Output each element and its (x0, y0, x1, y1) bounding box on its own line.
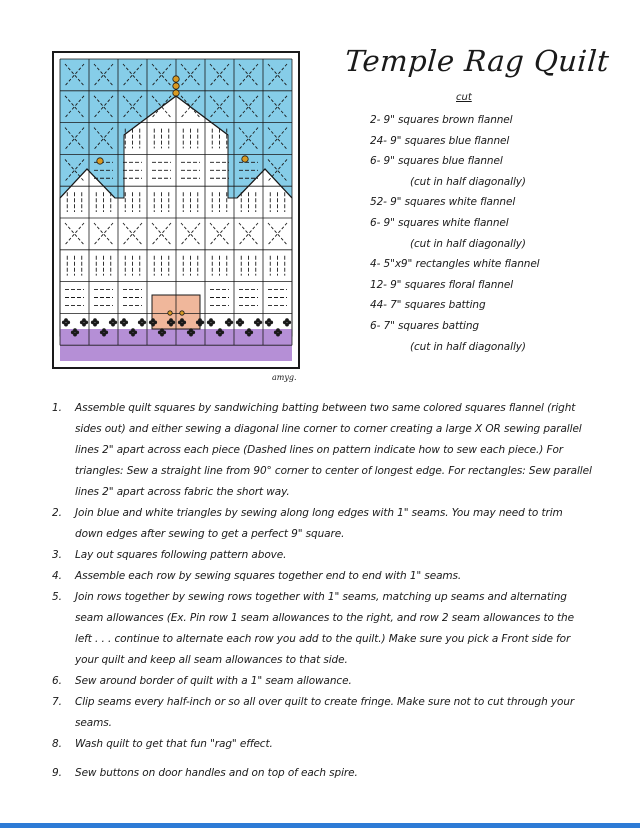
flower-petal (267, 318, 271, 322)
flower-petal (247, 328, 251, 332)
flower-petal (93, 318, 97, 322)
cut-list-item: 6- 7" squares batting (370, 319, 479, 332)
instruction-step (52, 566, 592, 587)
cut-list-item: (cut in half diagonally) (410, 175, 526, 188)
cut-list-item: 4- 5"x9" rectangles white flannel (370, 258, 540, 271)
cut-list (370, 110, 540, 357)
flower-petal (73, 328, 77, 332)
cut-list-item: (cut in half diagonally) (410, 340, 526, 353)
step-number: 4. (52, 570, 62, 582)
flower-petal (285, 318, 289, 322)
spire-button (242, 156, 248, 162)
instruction-step (52, 545, 592, 566)
spire-button (173, 83, 179, 89)
instruction-step (52, 671, 592, 692)
flower-petal (276, 328, 280, 332)
step-text: Wash quilt to get that fun "rag" effect. (75, 738, 273, 750)
flower-petal (160, 328, 164, 332)
cut-list-item: 52- 9" squares white flannel (370, 196, 516, 209)
cut-list-item: 24- 9" squares blue flannel (370, 134, 510, 147)
step-text: Join blue and white triangles by sewing along long edges with 1" seams. You may need to trim down edges after sewing to get a perfect 9" square. (75, 507, 563, 540)
step-text: Clip seams every half-inch or so all over quilt to create fringe. Make sure not to cut through your seams. (75, 696, 575, 729)
flower-petal (64, 318, 68, 322)
step-number: 6. (52, 675, 62, 687)
flower-petal (180, 318, 184, 322)
step-text: Sew buttons on door handles and on top of each spire. (75, 767, 358, 779)
flower-petal (140, 318, 144, 322)
door-handle-button (168, 311, 172, 315)
flower-petal (82, 318, 86, 322)
flower-petal (151, 318, 155, 322)
step-text: Lay out squares following pattern above. (75, 549, 287, 561)
cut-heading: cut (456, 92, 472, 103)
step-number: 9. (52, 767, 62, 779)
step-number: 8. (52, 738, 62, 750)
cut-list-item: 44- 7" squares batting (370, 299, 486, 312)
flower-petal (102, 328, 106, 332)
instruction-step (52, 692, 592, 734)
flower-petal (227, 318, 231, 322)
cut-list-item: 6- 9" squares blue flannel (370, 155, 503, 168)
quilt-pattern-illustration (36, 40, 316, 386)
door-handle-button (180, 311, 184, 315)
artist-signature: amyg. (272, 373, 297, 382)
cut-list-item: 6- 9" squares white flannel (370, 216, 509, 229)
step-text: Assemble quilt squares by sandwiching batting between two same colored squares flannel (right sides out) and either sewing a diagonal line corner to corner creating a large X OR sewing parallel lines 2" apart across each piece (Dashed lines on pattern indicate how to sew each piece.) For triangles: Sew a straight line from 90° corner to center of longest edge. For rectangles: Sew parallel lines 2" apart across fabric the short way. (75, 402, 592, 498)
step-text: Sew around border of quilt with a 1" seam allowance. (75, 675, 352, 687)
instruction-step (52, 398, 592, 503)
instruction-step (52, 587, 592, 671)
instruction-step (52, 503, 592, 545)
spire-button (173, 76, 179, 82)
flower-petal (238, 318, 242, 322)
page-title: Temple Rag Quilt (343, 44, 611, 78)
cut-list-item: (cut in half diagonally) (410, 237, 526, 250)
cut-list-item: 12- 9" squares floral flannel (370, 278, 514, 291)
step-text: Join rows together by sewing rows together with 1" seams, matching up seams and alternating seam allowances (Ex. Pin row 1 seam allowances to the right, and row 2 seam allowances to the left . . . continue to alternate each row you add to the quilt.) Make sure you pick a Front side for your quilt and keep all seam allowances to that side. (75, 591, 574, 666)
flower-petal (131, 328, 135, 332)
flower-petal (169, 318, 173, 322)
step-number: 5. (52, 591, 62, 603)
flower-petal (209, 318, 213, 322)
instruction-steps (52, 398, 592, 784)
step-number: 1. (52, 402, 62, 414)
flower-petal (218, 328, 222, 332)
step-number: 2. (52, 507, 62, 519)
flower-petal (122, 318, 126, 322)
spire-button (173, 90, 179, 96)
step-number: 3. (52, 549, 62, 561)
step-number: 7. (52, 696, 62, 708)
spire-button (97, 158, 103, 164)
flower-petal (198, 318, 202, 322)
cut-list-item: 2- 9" squares brown flannel (370, 114, 513, 126)
instruction-step (52, 734, 592, 755)
flower-petal (111, 318, 115, 322)
flower-petal (256, 318, 260, 322)
flower-petal (189, 328, 193, 332)
page-bottom-bar (0, 823, 640, 828)
instruction-step (52, 763, 592, 784)
step-text: Assemble each row by sewing squares together end to end with 1" seams. (75, 570, 462, 582)
